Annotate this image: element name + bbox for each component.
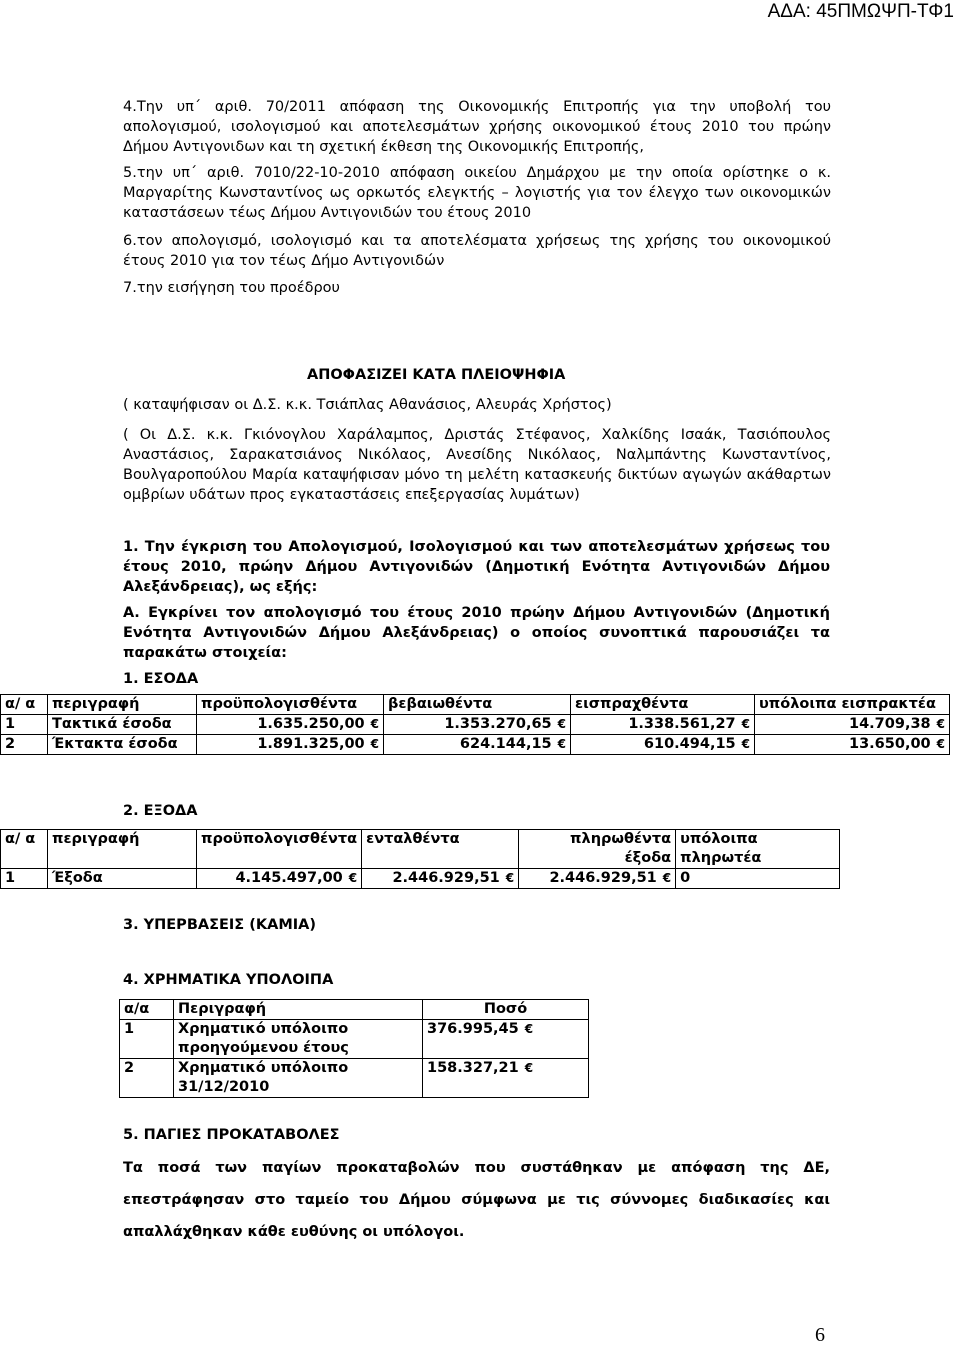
euro-icon: € xyxy=(370,717,379,731)
cell: 1.338.561,27 € xyxy=(571,715,755,735)
cell: 610.494,15 € xyxy=(571,735,755,755)
cell: Χρηματικό υπόλοιπο 31/12/2010 xyxy=(174,1059,423,1098)
cell: 1 xyxy=(1,869,48,889)
cell: 1.891.325,00 € xyxy=(197,735,384,755)
euro-icon: € xyxy=(741,737,750,751)
table-row xyxy=(1,869,840,889)
yperbaseis-heading: 3. ΥΠΕΡΒΑΣΕΙΣ (ΚΑΜΙΑ) xyxy=(123,917,317,933)
euro-icon: € xyxy=(524,1061,534,1075)
page-number: 6 xyxy=(815,1324,825,1346)
pagies-heading: 5. ΠΑΓΙΕΣ ΠΡΟΚΑΤΑΒΟΛΕΣ xyxy=(123,1127,340,1143)
item-7: 7.την εισήγηση του προέδρου xyxy=(123,280,340,296)
item-5: 5.την υπ΄ αριθ. 7010/22-10-2010 απόφαση οικείου Δημάρχου με την οποία ορίστηκε ο κ. Μαργαρίτης Κωνσταντίνος ως ορκωτός ελεγκτής – λογιστής για τον έλεγχο των οικονομικών καταστάσεων τέως Δήμου Αντιγονιδών του έτους 2010 xyxy=(123,165,831,221)
header-cell: περιγραφή xyxy=(48,830,197,869)
euro-icon: € xyxy=(348,871,358,885)
euro-icon: € xyxy=(524,1022,534,1036)
ada-code: ΑΔΑ: 45ΠΜΩΨΠ-ΤΦ1 xyxy=(767,1,954,22)
cell: Έκτακτα έσοδα xyxy=(48,735,197,755)
table-header-row xyxy=(1,830,840,869)
header-cell: προϋπολογισθέντα xyxy=(197,830,362,869)
euro-icon: € xyxy=(557,717,566,731)
cell: 1 xyxy=(1,715,48,735)
cell: 0 xyxy=(676,869,840,889)
euro-icon: € xyxy=(662,871,672,885)
header-cell: περιγραφή xyxy=(48,695,197,715)
table-row xyxy=(120,1020,589,1059)
header-cell: α/ α xyxy=(1,830,48,869)
esoda-heading: 1. ΕΣΟΔΑ xyxy=(123,671,199,687)
ypoloipa-table xyxy=(119,999,589,1098)
header-cell: υπόλοιπα εισπρακτέα xyxy=(755,695,950,715)
euro-icon: € xyxy=(557,737,566,751)
header-cell: προϋπολογισθέντα xyxy=(197,695,384,715)
table-row xyxy=(1,735,950,755)
header-cell: α/ α xyxy=(1,695,48,715)
header-cell: βεβαιωθέντα xyxy=(384,695,571,715)
euro-icon: € xyxy=(936,717,945,731)
approval-a-text: Α. Εγκρίνει τον απολογισμό του έτους 2010 πρώην Δήμου Αντιγονιδών (Δημοτική Ενότητα Αντιγονιδών Δήμου Αλεξάνδρειας) ο οποίος συνοπτικά παρουσιάζει τα παρακάτω στοιχεία: xyxy=(123,605,830,661)
table-header-row xyxy=(1,695,950,715)
table-row xyxy=(120,1059,589,1098)
pagies-text: Τα ποσά των παγίων προκαταβολών που συστάθηκαν με απόφαση της ΔΕ, επεστράφησαν στο ταμείο του Δήμου σύμφωνα με τις σύννομες διαδικασίες και απαλλάχθηκαν κάθε ευθύνης οι υπόλογοι. xyxy=(123,1160,830,1240)
cell: Έξοδα xyxy=(48,869,197,889)
header-cell: Περιγραφή xyxy=(174,1000,423,1020)
header-cell: Ποσό xyxy=(423,1000,589,1020)
table-header-row xyxy=(120,1000,589,1020)
euro-icon: € xyxy=(741,717,750,731)
votes-for: ( καταψήφισαν οι Δ.Σ. κ.κ. Τσιάπλας Αθανάσιος, Αλευράς Χρήστος) xyxy=(123,397,612,413)
cell: 1.635.250,00 € xyxy=(197,715,384,735)
cell: 2.446.929,51 € xyxy=(362,869,519,889)
approval-text: 1. Την έγκριση του Απολογισμού, Ισολογισμού και των αποτελεσμάτων χρήσεως του έτους 2010, πρώην Δήμου Αντιγονιδών (Δημοτική Ενότητα Αντιγονιδών Δήμου Αλεξάνδρειας), ως εξής: xyxy=(123,539,830,595)
cell: 2 xyxy=(1,735,48,755)
cell: 158.327,21 € xyxy=(423,1059,589,1098)
cell: Χρηματικό υπόλοιπο προηγούμενου έτους xyxy=(174,1020,423,1059)
euro-icon: € xyxy=(370,737,379,751)
cell: 2.446.929,51 € xyxy=(519,869,676,889)
cell: 4.145.497,00 € xyxy=(197,869,362,889)
cell: 2 xyxy=(120,1059,174,1098)
esoda-table xyxy=(0,694,950,755)
cell: 376.995,45 € xyxy=(423,1020,589,1059)
cell: Τακτικά έσοδα xyxy=(48,715,197,735)
item-6: 6.τον απολογισμό, ισολογισμό και τα αποτελέσματα χρήσεως της χρήσης του οικονομικού έτους 2010 για τον τέως Δήμο Αντιγονιδών xyxy=(123,233,831,269)
header-cell: υπόλοιπα πληρωτέα xyxy=(676,830,840,869)
header-cell: πληρωθέντα έξοδα xyxy=(519,830,676,869)
header-cell: α/α xyxy=(120,1000,174,1020)
euro-icon: € xyxy=(936,737,945,751)
cell: 13.650,00 € xyxy=(755,735,950,755)
votes-against: ( Οι Δ.Σ. κ.κ. Γκιόνογλου Χαράλαμπος, Δριστάς Στέφανος, Χαλκίδης Ισαάκ, Τασιόπουλος Αναστάσιος, Σαραкατσιάνος Νικόλαος, Ανεσίδης Νικόλαος, Ναλμπάντης Κωνσταντίνος, Βουλγαροπούλου Μαρία καταψήφισαν μόνο τη μελέτη κατασκευής δικτύων αγωγών ακάθαρτων ομβρίων υδάτων προς εγκαταστάσεις επεξεργασίας λυμάτων) xyxy=(123,427,831,503)
euro-icon: € xyxy=(505,871,515,885)
cell: 14.709,38 € xyxy=(755,715,950,735)
ypoloipa-heading: 4. ΧΡΗΜΑΤΙΚΑ ΥΠΟΛΟΙΠΑ xyxy=(123,972,334,988)
cell: 1 xyxy=(120,1020,174,1059)
eksoda-heading: 2. ΕΞΟΔΑ xyxy=(123,803,198,819)
cell: 624.144,15 € xyxy=(384,735,571,755)
cell: 1.353.270,65 € xyxy=(384,715,571,735)
table-row xyxy=(1,715,950,735)
item-4: 4.Την υπ΄ αριθ. 70/2011 απόφαση της Οικονομικής Επιτροπής για την υποβολή του απολογισμού, ισολογισμού και αποτελεσμάτων χρήσης οικονομικού έτους 2010 του πρώην Δήμου Αντιγονιδων και τη σχετική έκθεση της Οικονομικής Επιτροπής, xyxy=(123,99,831,155)
decision-title: ΑΠΟΦΑΣΙΖΕΙ ΚΑΤΑ ΠΛΕΙΟΨΗΦΙΑ xyxy=(307,367,566,383)
header-cell: εισπραχθέντα xyxy=(571,695,755,715)
eksoda-table xyxy=(0,829,840,889)
header-cell: ενταλθέντα xyxy=(362,830,519,869)
